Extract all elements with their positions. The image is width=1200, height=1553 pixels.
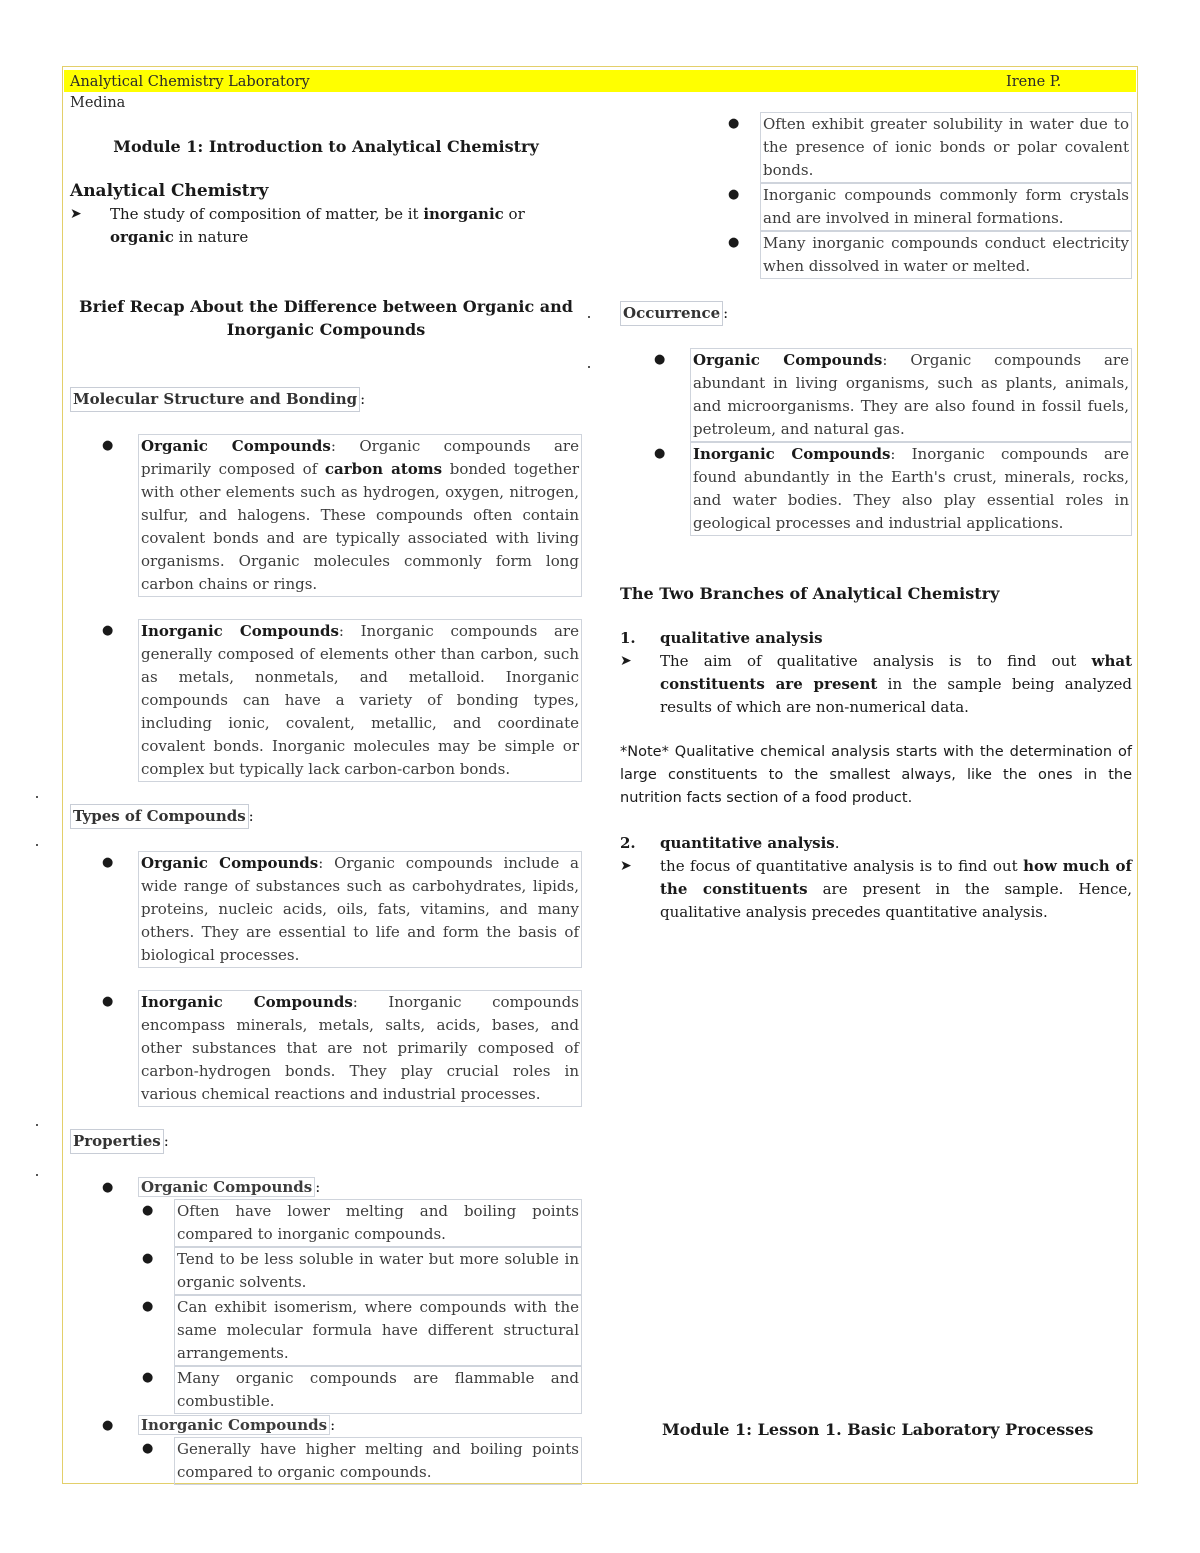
bullet-icon: ● — [102, 994, 114, 1009]
margin-mark — [588, 316, 590, 318]
bullet-icon: ● — [102, 438, 114, 453]
definition-text: The study of composition of matter, be it inorganic or organic in nature — [110, 205, 525, 246]
list-item: ● Inorganic Compounds: Inorganic compounds encompass minerals, metals, salts, acids, bases, and other substances that are not primarily composed of carbon-hydrogen bonds. They play crucial roles in various chemical reactions and industrial processes. — [70, 990, 582, 1107]
header-course: Analytical Chemistry Laboratory — [70, 74, 310, 90]
module-title: Module 1: Introduction to Analytical Chemistry — [113, 137, 539, 156]
bullet-icon: ● — [102, 855, 114, 870]
list-item: ● Organic Compounds: Organic compounds are primarily composed of carbon atoms bonded together with other elements such as hydrogen, oxygen, nitrogen, sulfur, and halogens. These compounds often contain covalent bonds and are typically associated with living organisms. Organic molecules commonly form long carbon chains or rings. — [70, 434, 582, 597]
molecular-heading: Molecular Structure and Bonding — [70, 387, 360, 412]
margin-mark — [36, 1124, 38, 1126]
bullet-icon: ● — [102, 623, 114, 638]
bullet-icon: ● — [654, 446, 666, 461]
arrow-bullet-icon: ➤ — [620, 653, 632, 669]
quantitative-item: ➤ the focus of quantitative analysis is to find out how much of the constituents are present in the sample. Hence, qualitative analysis precedes quantitative analysis. — [620, 857, 1133, 921]
types-heading: Types of Compounds — [70, 804, 249, 829]
bullet-icon: ● — [142, 1299, 154, 1314]
margin-mark — [36, 844, 38, 846]
inorganic-properties-continued — [620, 112, 1132, 279]
list-item: ● Organic Compounds: Organic compounds include a wide range of substances such as carbohydrates, lipids, proteins, nucleic acids, oils, fats, vitamins, and many others. They are essential to life and form the basis of biological processes. — [70, 851, 582, 968]
analytical-heading: Analytical Chemistry — [70, 181, 269, 201]
bullet-icon: ● — [728, 187, 740, 202]
left-column: Module 1: Introduction to Analytical Chemistry Analytical Chemistry ➤ The study of composition of matter, be it inorganic or organic in nature Brief Recap About the Difference between Organic and Inorganic Compounds Molecular Structure and Bonding : ● Organic Compounds: Organic compounds are primarily composed of carbon atoms bonded together with other elements such as hydrogen, oxygen, nitrogen, sulfur, and halogens. These compounds often contain covalent bonds and are typically associated with living organisms. Organic molecules commonly form long carbon chains or rings. ● Inorganic Compounds: Inorganic compounds are generally composed of elements other than carbon, such as metals, nonmetals, and metalloid. Inorganic compounds can have a variety of bonding types, including ionic, covalent, metallic, and coordinate covalent bonds. Inorganic molecules may be simple or complex but typically lack carbon-carbon bonds. Types of Compounds : ● Organic Compounds: Organic compounds include a wide range of substances such as carbohydrates, lipids, proteins, nucleic acids, oils, fats, vitamins, and many others. They are essential to life and form the basis of biological processes. ● Inorganic Compounds: Inorganic compounds encompass minerals, metals, salts, acids, bases, and other substances that are not primarily composed of carbon-hydrogen bonds. They play crucial roles in various chemical reactions and industrial processes. Properties : ● Organic Compounds : ● Often have lower melting and boiling points compared to inorganic compounds. ● Tend to be less soluble in water but more soluble in organic solvents. ● Can exhibit isomerism, where compounds with the same molecular formula have different structural arrangements. ● Many organic compounds are flammable and combustible. ● Inorganic Compounds : ● Generally have higher melting and boiling points compared to organic compounds. — [70, 112, 582, 1485]
quantitative-title: 2. quantitative analysis . — [620, 834, 840, 852]
note-text: *Note* Qualitative chemical analysis starts with the determination of large constituents to the smallest always, like the ones in the nutrition facts section of a food product. — [620, 744, 1132, 806]
list-item: ● Tend to be less soluble in water but more soluble in organic solvents. — [174, 1247, 582, 1295]
list-item: ● Inorganic compounds commonly form crystals and are involved in mineral formations. — [760, 183, 1132, 231]
bullet-icon: ● — [142, 1203, 154, 1218]
list-item: ● Often exhibit greater solubility in water due to the presence of ionic bonds or polar covalent bonds. — [760, 112, 1132, 183]
header-author: Irene P. — [1006, 74, 1062, 90]
list-item: ● Organic Compounds: Organic compounds are abundant in living organisms, such as plants, animals, and microorganisms. They are also found in fossil fuels, petroleum, and natural gas. — [620, 348, 1132, 442]
arrow-bullet-icon: ➤ — [70, 206, 82, 222]
recap-title: Brief Recap About the Difference between Organic and Inorganic Compounds — [79, 297, 573, 339]
properties-heading: Properties — [70, 1129, 164, 1154]
definition-item — [70, 203, 582, 249]
list-item: ● Often have lower melting and boiling points compared to inorganic compounds. — [174, 1199, 582, 1247]
bullet-icon: ● — [102, 1418, 114, 1433]
occurrence-heading: Occurrence — [620, 301, 723, 326]
branches-heading: The Two Branches of Analytical Chemistry — [620, 584, 1000, 603]
list-item: ● Inorganic Compounds : — [70, 1414, 582, 1437]
organic-properties-list — [70, 1199, 582, 1414]
bullet-icon: ● — [142, 1370, 154, 1385]
bullet-icon: ● — [728, 116, 740, 131]
bullet-icon: ● — [102, 1180, 114, 1195]
inorganic-properties-list — [70, 1437, 582, 1485]
margin-mark — [588, 366, 590, 368]
bullet-icon: ● — [142, 1441, 154, 1456]
lesson-title: Module 1: Lesson 1. Basic Laboratory Processes — [662, 1420, 1094, 1439]
list-item: ● Can exhibit isomerism, where compounds with the same molecular formula have different structural arrangements. — [174, 1295, 582, 1366]
list-item: ● Many inorganic compounds conduct electricity when dissolved in water or melted. — [760, 231, 1132, 279]
list-item: ● Organic Compounds : — [70, 1176, 582, 1199]
margin-mark — [36, 796, 38, 798]
list-item: ● Many organic compounds are flammable and combustible. — [174, 1366, 582, 1414]
margin-mark — [36, 1174, 38, 1176]
right-column: ● Often exhibit greater solubility in water due to the presence of ionic bonds or polar covalent bonds. ● Inorganic compounds commonly form crystals and are involved in mineral formations. ● Many inorganic compounds conduct electricity when dissolved in water or melted. Occurrence : ● Organic Compounds: Organic compounds are abundant in living organisms, such as plants, animals, and microorganisms. They are also found in fossil fuels, petroleum, and natural gas. ● Inorganic Compounds: Inorganic compounds are found abundantly in the Earth's crust, minerals, rocks, and water bodies. They also play essential roles in geological processes and industrial applications. The Two Branches of Analytical Chemistry 1. qualitative analysis ➤ The aim of qualitative analysis is to find out what constituents are present in the sample being analyzed results of which are non-numerical data. *Note* Qualitative chemical analysis starts with the determination of large constituents to the smallest always, like the ones in the nutrition facts section of a food product. 2. quantitative analysis . ➤ the focus of quantitative analysis is to find out how much of the constituents are present in the sample. Hence, qualitative analysis precedes quantitative analysis. — [620, 112, 1132, 924]
header-author-surname: Medina — [70, 95, 126, 111]
bullet-icon: ● — [142, 1251, 154, 1266]
qualitative-item: ➤ The aim of qualitative analysis is to find out what constituents are present in the sample being analyzed results of which are non-numerical data. — [620, 652, 1133, 716]
arrow-bullet-icon: ➤ — [620, 858, 632, 874]
list-item: ● Inorganic Compounds: Inorganic compounds are found abundantly in the Earth's crust, minerals, rocks, and water bodies. They also play essential roles in geological processes and industrial applications. — [620, 442, 1132, 536]
bullet-icon: ● — [728, 235, 740, 250]
bullet-icon: ● — [654, 352, 666, 367]
qualitative-title: 1. qualitative analysis — [620, 629, 823, 647]
list-item: ● Inorganic Compounds: Inorganic compounds are generally composed of elements other than carbon, such as metals, nonmetals, and metalloid. Inorganic compounds can have a variety of bonding types, including ionic, covalent, metallic, and coordinate covalent bonds. Inorganic molecules may be simple or complex but typically lack carbon-carbon bonds. — [70, 619, 582, 782]
list-item: ● Generally have higher melting and boiling points compared to organic compounds. — [174, 1437, 582, 1485]
